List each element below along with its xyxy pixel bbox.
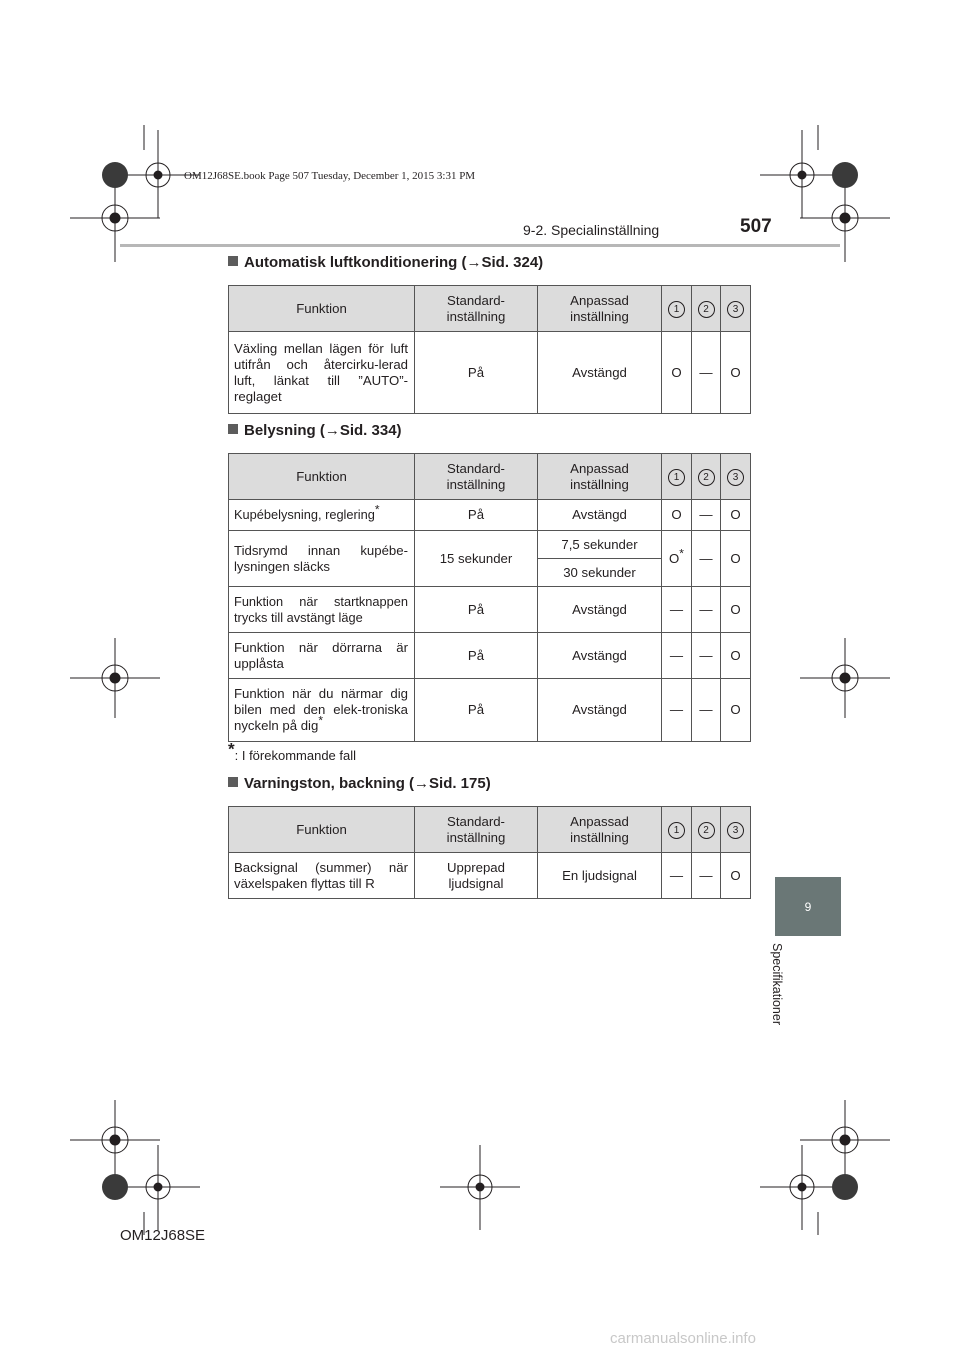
circled-3-icon: 3 <box>727 469 744 486</box>
cell-c1: — <box>662 853 692 899</box>
chapter-label-wrap <box>760 943 790 1043</box>
cell-c2: — <box>692 853 721 899</box>
col-1 <box>662 807 692 853</box>
cell-c1-text: O <box>669 550 680 566</box>
circled-2-icon: 2 <box>698 469 715 486</box>
cell-c3: O <box>721 500 751 531</box>
cell-default: På <box>415 633 538 679</box>
cell-c2: — <box>692 679 721 742</box>
footnote-mark: * <box>318 713 323 728</box>
cell-c3: O <box>721 531 751 587</box>
table-row <box>229 679 751 742</box>
table-header-row <box>229 454 751 500</box>
section-title <box>228 254 543 271</box>
col-2 <box>692 454 721 500</box>
circled-1-icon: 1 <box>668 469 685 486</box>
footnote-mark: * <box>228 739 235 759</box>
cell-c3: O <box>721 633 751 679</box>
cell-c1: — <box>662 587 692 633</box>
cell-c2: — <box>692 587 721 633</box>
col-custom: Anpassad inställning <box>538 286 662 332</box>
cell-c2: — <box>692 633 721 679</box>
cell-c2: — <box>692 500 721 531</box>
col-3 <box>721 807 751 853</box>
col-custom: Anpassad inställning <box>538 454 662 500</box>
cell-c1 <box>662 531 692 587</box>
cell-default: 15 sekunder <box>415 531 538 587</box>
section-title-text: Automatisk luftkonditionering (→Sid. 324) <box>244 254 544 271</box>
col-1 <box>662 454 692 500</box>
circled-3-icon: 3 <box>727 301 744 318</box>
cell-c1: — <box>662 633 692 679</box>
col-2 <box>692 286 721 332</box>
cell-c3: O <box>721 332 751 414</box>
table-row <box>229 500 751 531</box>
cell-c3: O <box>721 587 751 633</box>
circled-2-icon: 2 <box>698 301 715 318</box>
cell-c1: O <box>662 332 692 414</box>
chapter-label: Specifikationer <box>770 943 784 1025</box>
col-function: Funktion <box>229 454 415 500</box>
cell-c2: — <box>692 531 721 587</box>
circled-3-icon: 3 <box>727 822 744 839</box>
circled-1-icon: 1 <box>668 822 685 839</box>
table-row <box>229 587 751 633</box>
circled-1-icon: 1 <box>668 301 685 318</box>
settings-table <box>228 806 751 899</box>
footnote <box>228 739 357 763</box>
section-title-text: Belysning (→Sid. 334) <box>244 422 402 439</box>
settings-table <box>228 285 751 414</box>
col-1 <box>662 286 692 332</box>
circled-2-icon: 2 <box>698 822 715 839</box>
section-title <box>228 422 402 439</box>
col-3 <box>721 286 751 332</box>
cell-c2: — <box>692 332 721 414</box>
cell-default: På <box>415 679 538 742</box>
cell-default: På <box>415 332 538 414</box>
col-custom: Anpassad inställning <box>538 807 662 853</box>
cell-custom: Avstängd <box>538 633 662 679</box>
header-rule <box>120 244 840 247</box>
bullet-square-icon <box>228 777 238 787</box>
chapter-number: 9 <box>804 899 812 914</box>
footnote-mark: * <box>374 502 380 517</box>
col-default: Standard- inställning <box>415 454 538 500</box>
cell-function-text: Funktion när du närmar dig bilen med den elek-troniska nyckeln på dig <box>234 686 408 733</box>
table-row <box>229 633 751 679</box>
col-3 <box>721 454 751 500</box>
col-default: Standard- inställning <box>415 807 538 853</box>
cell-custom: En ljudsignal <box>538 853 662 899</box>
col-2 <box>692 807 721 853</box>
table-header-row <box>229 286 751 332</box>
cell-default: På <box>415 500 538 531</box>
cell-default: Upprepad ljudsignal <box>415 853 538 899</box>
table-header-row <box>229 807 751 853</box>
cell-function-text: Kupébelysning, reglering <box>234 507 375 522</box>
table-row <box>229 332 751 414</box>
cell-function: Backsignal (summer) när växelspaken flyttas till R <box>229 853 415 899</box>
cell-custom: Avstängd <box>538 679 662 742</box>
table-row <box>229 853 751 899</box>
cell-custom: Avstängd <box>538 500 662 531</box>
chapter-tab <box>775 877 841 936</box>
print-info: OM12J68SE.book Page 507 Tuesday, December 1, 2015 3:31 PM <box>184 170 476 182</box>
cell-function: Växling mellan lägen för luft utifrån och återcirku-lerad luft, länkat till ”AUTO”-reglaget <box>229 332 415 414</box>
cell-c3: O <box>721 679 751 742</box>
footnote-text: : I förekommande fall <box>234 748 357 763</box>
cell-c1: — <box>662 679 692 742</box>
cell-function: Funktion när startknappen trycks till avstängt läge <box>229 587 415 633</box>
cell-custom: Avstängd <box>538 332 662 414</box>
footer-code: OM12J68SE <box>120 1227 206 1244</box>
page-number: 507 <box>740 216 772 237</box>
section-title-text: Varningston, backning (→Sid. 175) <box>244 775 491 792</box>
cell-c1: O <box>662 500 692 531</box>
cell-function <box>229 500 415 531</box>
footnote-mark: * <box>679 546 684 561</box>
cell-custom: 7,5 sekunder <box>538 531 662 559</box>
col-function: Funktion <box>229 807 415 853</box>
col-function: Funktion <box>229 286 415 332</box>
section-title <box>228 775 491 792</box>
bullet-square-icon <box>228 256 238 266</box>
watermark: carmanualsonline.info <box>610 1330 756 1347</box>
cell-custom: Avstängd <box>538 587 662 633</box>
settings-table <box>228 453 751 742</box>
cell-default: På <box>415 587 538 633</box>
cell-function: Funktion när dörrarna är upplåsta <box>229 633 415 679</box>
section-heading: 9-2. Specialinställning <box>523 222 660 238</box>
cell-custom-2: 30 sekunder <box>538 559 662 587</box>
cell-function: Tidsrymd innan kupébe-lysningen släcks <box>229 531 415 587</box>
table-row <box>229 531 751 559</box>
cell-function <box>229 679 415 742</box>
col-default: Standard- inställning <box>415 286 538 332</box>
cell-c3: O <box>721 853 751 899</box>
bullet-square-icon <box>228 424 238 434</box>
